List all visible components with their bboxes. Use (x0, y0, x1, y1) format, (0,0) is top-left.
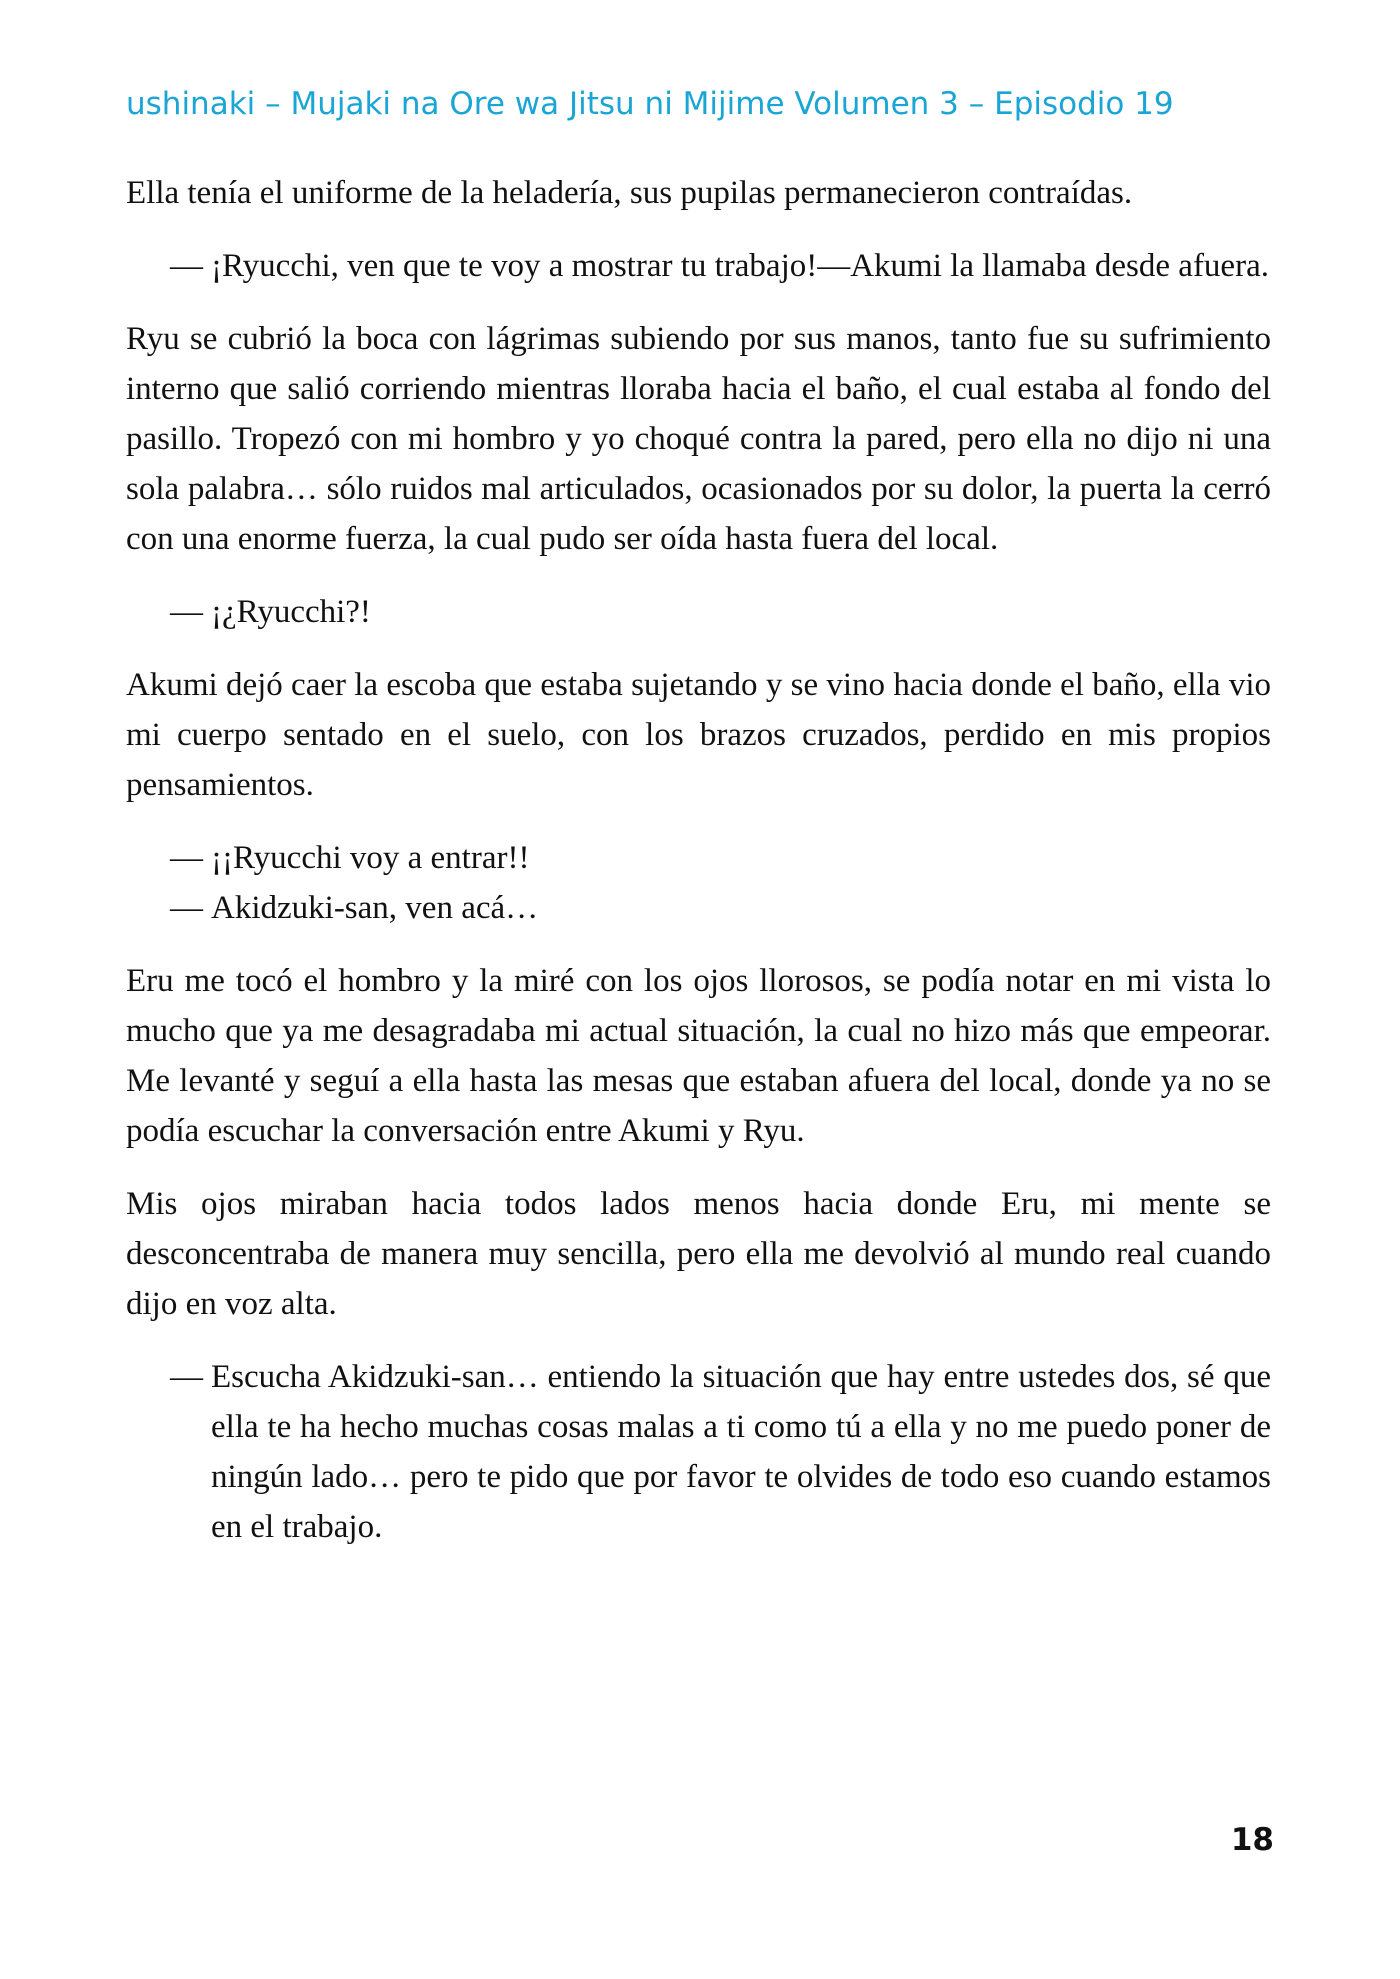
page-body (126, 168, 1271, 1575)
dialogue-2 (126, 587, 1271, 637)
page-number: 18 (1230, 1822, 1274, 1858)
paragraph-1: Ella tenía el uniforme de la heladería, sus pupilas permanecieron contraídas. (126, 175, 1133, 211)
dialogue-3 (126, 833, 1271, 883)
paragraph-3: Akumi dejó caer la escoba que estaba sujetando y se vino hacia donde el baño, ella vio mi cuerpo sentado en el suelo, con los brazos cruzados, perdido en mis propios pensamientos. (126, 667, 1271, 803)
paragraph-4: Eru me tocó el hombro y la miré con los ojos llorosos, se podía notar en mi vista lo mucho que ya me desagradaba mi actual situación, la cual no hizo más que empeorar. Me levanté y seguí a ella hasta las mesas que estaban afuera del local, donde ya no se podía escuchar la conversación entre Akumi y Ryu. (126, 963, 1271, 1149)
running-header: ushinaki – Mujaki na Ore wa Jitsu ni Mijime Volumen 3 – Episodio 19 (126, 86, 1174, 122)
dialogue-dash: — (170, 248, 203, 284)
dialogue-text: Escucha Akidzuki-san… entiendo la situación que hay entre ustedes dos, sé que ella te ha hecho muchas cosas malas a ti como tú a ella y no me puedo poner de ningún lado… pero te pido que por favor te olvides de todo eso cuando estamos en el trabajo. (211, 1359, 1271, 1545)
dialogue-text: Akidzuki-san, ven acá… (211, 890, 539, 926)
dialogue-5 (126, 1352, 1271, 1552)
dialogue-dash: — (170, 594, 203, 630)
dialogue-text: ¡¡Ryucchi voy a entrar!! (211, 840, 530, 876)
paragraph-2: Ryu se cubrió la boca con lágrimas subiendo por sus manos, tanto fue su sufrimiento interno que salió corriendo mientras lloraba hacia el baño, el cual estaba al fondo del pasillo. Tropezó con mi hombro y yo choqué contra la pared, pero ella no dijo ni una sola palabra… sólo ruidos mal articulados, ocasionados por su dolor, la puerta la cerró con una enorme fuerza, la cual pudo ser oída hasta fuera del local. (126, 321, 1271, 557)
dialogue-4 (126, 883, 1271, 933)
dialogue-text: ¡¿Ryucchi?! (211, 594, 371, 630)
dialogue-1 (126, 241, 1271, 291)
paragraph-5: Mis ojos miraban hacia todos lados menos hacia donde Eru, mi mente se desconcentraba de manera muy sencilla, pero ella me devolvió al mundo real cuando dijo en voz alta. (126, 1186, 1271, 1322)
dialogue-dash: — (170, 890, 203, 926)
dialogue-dash: — (170, 840, 203, 876)
dialogue-text: ¡Ryucchi, ven que te voy a mostrar tu trabajo!—Akumi la llamaba desde afuera. (211, 248, 1269, 284)
dialogue-dash: — (170, 1359, 203, 1395)
